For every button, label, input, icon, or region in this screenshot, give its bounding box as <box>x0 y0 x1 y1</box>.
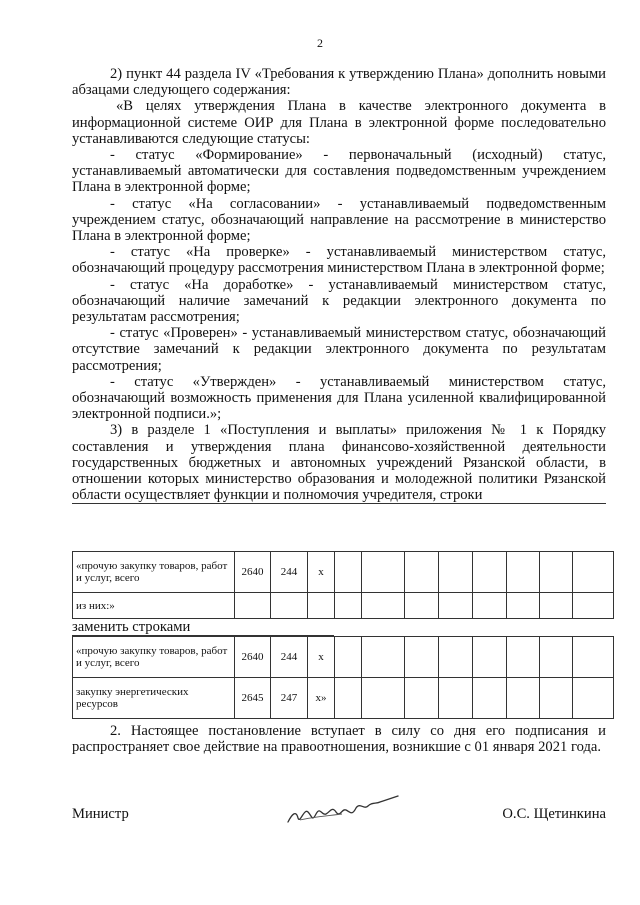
paragraph-status-approved: - статус «Утвержден» - устанавливаемый министерством статус, обозначающий возможность применения для Плана усиленной квалифицированной электронной подписи.»; <box>72 373 606 423</box>
paragraph-item-44: 2) пункт 44 раздела IV «Требования к утверждению Плана» дополнить новыми абзацами следующего содержания: <box>72 66 606 99</box>
table-row <box>73 552 614 593</box>
row-code: 2640 <box>235 637 271 678</box>
paragraph-status-approval: - статус «На согласовании» - устанавливаемый подведомственным учреждением статус, обозначающий направление на рассмотрение в министерство Плана в электронной форме; <box>72 195 606 245</box>
row-label: из них:» <box>73 593 235 619</box>
row-mark: х <box>308 552 335 593</box>
row-kosgu: 244 <box>271 637 308 678</box>
row-mark: х <box>308 637 335 678</box>
page-number: 2 <box>317 36 323 50</box>
paragraph-effective-date: 2. Настоящее постановление вступает в силу со дня его подписания и распространяет свое действие на правоотношения, возникшие с 01 января 2021 года. <box>72 723 606 756</box>
paragraph-intro-statuses: «В целях утверждения Плана в качестве электронного документа в информационной системе ОИР для Плана в электронной форме последовательно устанавливаются следующие статусы: <box>72 98 606 147</box>
paragraph-status-forming: - статус «Формирование» - первоначальный (исходный) статус, устанавливаемый автоматически для составления подведомственным учреждением Плана в электронной форме; <box>72 147 606 196</box>
replace-label: заменить строками <box>72 619 334 636</box>
row-code: 2645 <box>235 678 271 719</box>
table-row <box>73 637 614 678</box>
table-new-rows <box>72 636 614 719</box>
row-label: «прочую закупку товаров, работ и услуг, всего <box>73 552 235 593</box>
signature-icon <box>282 790 402 830</box>
row-label: закупку энергетических ресурсов <box>73 678 235 719</box>
signatory-name: О.С. Щетинкина <box>502 806 606 822</box>
row-kosgu: 244 <box>271 552 308 593</box>
paragraph-section-1: 3) в разделе 1 «Поступления и выплаты» приложения № 1 к Порядку составления и утверждения плана финансово-хозяйственной деятельности государственных бюджетных и автономных учреждений Рязанской области, в отношении которых министерство образования и молодежной политики Рязанской области осуществляет функции и полномочия учредителя, строки <box>72 422 606 504</box>
row-kosgu: 247 <box>271 678 308 719</box>
document-body <box>72 66 606 504</box>
paragraph-status-checking: - статус «На проверке» - устанавливаемый министерством статус, обозначающий процедуру рассмотрения министерством Плана в электронной форме; <box>72 244 606 277</box>
row-code <box>235 593 271 619</box>
row-label: «прочую закупку товаров, работ и услуг, всего <box>73 637 235 678</box>
paragraph-status-checked: - статус «Проверен» - устанавливаемый министерством статус, обозначающий отсутствие замечаний к редакции электронного документа по результатам рассмотрения; <box>72 325 606 374</box>
row-code: 2640 <box>235 552 271 593</box>
table-row <box>73 593 614 619</box>
paragraph-status-rework: - статус «На доработке» - устанавливаемый министерством статус, обозначающий наличие замечаний к редакции электронного документа по результатам рассмотрения; <box>72 276 606 326</box>
row-mark: х» <box>308 678 335 719</box>
row-kosgu <box>271 593 308 619</box>
signatory-title: Министр <box>72 806 129 822</box>
row-mark <box>308 593 335 619</box>
table-old-rows <box>72 551 614 619</box>
table-row <box>73 678 614 719</box>
